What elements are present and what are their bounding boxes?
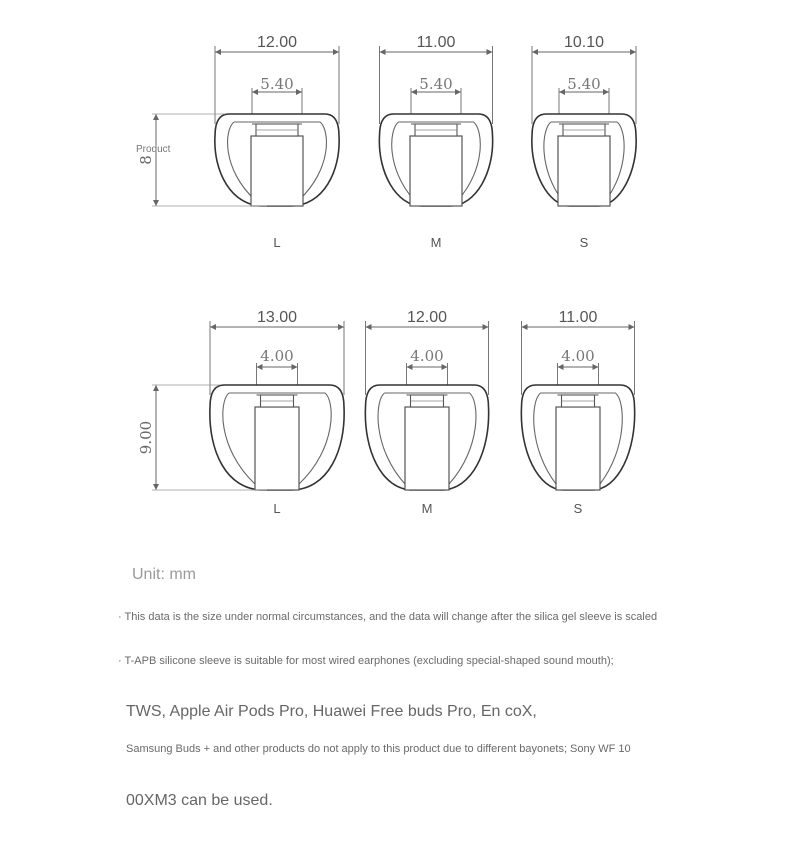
tip-2-s-outer-label: 11.00 (558, 309, 598, 326)
tip-1-s-stem (558, 136, 610, 206)
note-bayonet: Samsung Buds + and other products do not apply to this product due to different bayonets; Sony WF 10 (126, 743, 631, 755)
tip-2-m-inner-label: 4.00 (410, 347, 444, 365)
tip-1-l-stem (251, 136, 303, 206)
note-excluded-products: TWS, Apple Air Pods Pro, Huawei Free buds Pro, En coX, (126, 703, 537, 720)
tip-2-l-stem (255, 407, 299, 490)
tip-1-l-size-label: L (273, 235, 281, 250)
tip-2-s-size-label: S (573, 501, 583, 516)
unit-label: Unit: mm (132, 566, 196, 583)
row-2-height-label: 9.00 (137, 420, 155, 455)
tip-1-l-outer-label: 12.00 (256, 34, 298, 51)
tip-1-m-size-label: M (430, 235, 442, 250)
tip-2-l-inner-label: 4.00 (260, 347, 294, 365)
tip-1-l-inner-label: 5.40 (260, 75, 294, 93)
note-scaling: · This data is the size under normal circumstances, and the data will change after the silica gel sleeve is scaled (118, 611, 658, 623)
product-label: Product (136, 144, 171, 155)
tip-2-m-size-label: M (421, 501, 433, 516)
tip-1-m-stem (410, 136, 462, 206)
row-1-height-label: 8 (137, 155, 155, 165)
tip-2-m-outer-label: 12.00 (406, 309, 448, 326)
note-compatibility: · T-APB silicone sleeve is suitable for most wired earphones (excluding special-shaped sound mouth); (118, 655, 614, 667)
tip-2-l-outer-label: 13.00 (256, 309, 298, 326)
tip-2-m-stem (405, 407, 449, 490)
tip-1-s-size-label: S (579, 235, 589, 250)
tip-1-m-inner-label: 5.40 (419, 75, 453, 93)
tip-1-m-outer-label: 11.00 (416, 34, 456, 51)
tip-1-s-inner-label: 5.40 (567, 75, 601, 93)
tip-2-l-size-label: L (273, 501, 281, 516)
tip-2-s-stem (556, 407, 600, 490)
tip-2-s-inner-label: 4.00 (561, 347, 595, 365)
tip-1-s-outer-label: 10.10 (563, 34, 605, 51)
note-can-be-used: 00XM3 can be used. (126, 792, 273, 809)
